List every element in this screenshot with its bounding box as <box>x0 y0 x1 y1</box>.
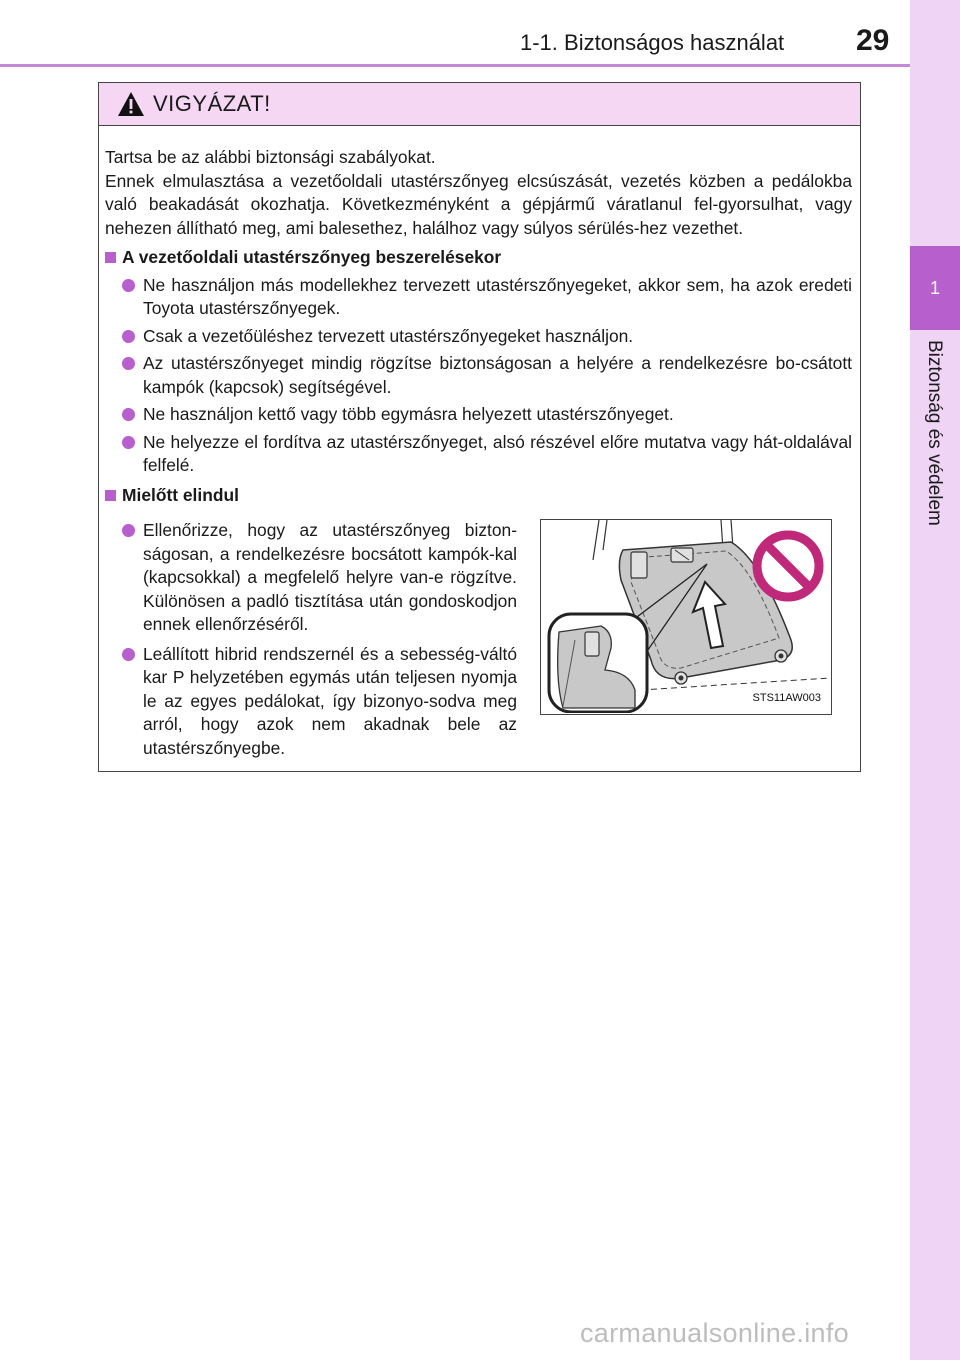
floor-mat-illustration <box>540 519 832 715</box>
chapter-title: Biztonság és védelem <box>924 340 945 526</box>
section-heading <box>105 246 852 270</box>
header-divider <box>0 64 910 67</box>
bullet-text: Ne helyezze el fordítva az utastérszőnyeget, alsó részével előre mutatva vagy hát-oldalával felfelé. <box>143 431 852 475</box>
page-header-title: 1-1. Biztonságos használat <box>520 30 785 55</box>
warning-header <box>99 83 860 126</box>
section-heading-text: A vezetőoldali utastérszőnyeg beszerelésekor <box>122 247 502 267</box>
warning-intro-line: Tartsa be az alábbi biztonsági szabályokat. <box>105 147 436 167</box>
bullet-item <box>105 325 852 349</box>
watermark-text: carmanualsonline.info <box>580 1318 849 1348</box>
bullet-dot-icon <box>122 524 135 537</box>
warning-body <box>99 126 860 760</box>
bullet-dot-icon <box>122 330 135 343</box>
bullet-item <box>105 352 852 399</box>
bullet-dot-icon <box>122 436 135 449</box>
chapter-side-tab <box>910 0 960 1360</box>
figure-code: STS11AW003 <box>752 691 821 704</box>
section-text-column <box>105 513 517 760</box>
section-square-icon <box>105 490 116 501</box>
bullet-item <box>105 643 517 761</box>
bullet-item <box>105 519 517 637</box>
bullet-dot-icon <box>122 408 135 421</box>
warning-intro-text: Ennek elmulasztása a vezetőoldali utastérszőnyeg elcsúszását, vezetés közben a pedálokba való beakadását okozhatja. Következményként a gépjármű váratlanul fel-gyorsulhat, vagy nehezen állítható meg, ami balesethez, halálhoz vagy súlyos sérülés-hez vezethet. <box>105 170 852 238</box>
bullet-item <box>105 403 852 427</box>
section-heading-text: Mielőtt elindul <box>122 484 239 505</box>
bullet-item <box>105 274 852 321</box>
bullet-text: Az utastérszőnyeget mindig rögzítse biztonságosan a helyére a rendelkezésre bo-csátott kampók (kapcsok) segítségével. <box>143 353 852 397</box>
section-heading <box>105 484 852 508</box>
bullet-dot-icon <box>122 648 135 661</box>
bullet-item <box>105 431 852 478</box>
page-number: 29 <box>856 24 890 57</box>
section-square-icon <box>105 252 116 263</box>
floor-mat-drawing <box>541 520 830 713</box>
bullet-text: Ellenőrizze, hogy az utastérszőnyeg bizton-ságosan, a rendelkezésre bocsátott kampók-kal (kapcsokkal) a megfelelő helyre van-e rögzítve. Különösen a padló tisztítása után gondoskodjon ennek ellenőrzéséről. <box>143 520 517 634</box>
bullet-text: Ne használjon kettő vagy több egymásra helyezett utastérszőnyeget. <box>143 404 674 424</box>
bullet-dot-icon <box>122 279 135 292</box>
warning-box <box>98 82 861 772</box>
bullet-text: Leállított hibrid rendszernél és a sebesség-váltó kar P helyzetében egymás után teljesen nyomja le az egyes pedálokat, így bizonyo-sodva meg arról, hogy azok nem akadnak bele az utastérszőnyegbe. <box>143 643 517 758</box>
warning-title: VIGYÁZAT! <box>153 91 271 116</box>
warning-triangle-icon <box>117 91 145 117</box>
bullet-dot-icon <box>122 357 135 370</box>
bullet-text: Ne használjon más modellekhez tervezett utastérszőnyegeket, akkor sem, ha azok eredeti Toyota utastérszőnyegek. <box>143 274 852 318</box>
section-two-column <box>105 513 852 760</box>
chapter-number: 1 <box>910 246 960 330</box>
bullet-text: Csak a vezetőüléshez tervezett utastérszőnyegeket használjon. <box>143 325 634 346</box>
